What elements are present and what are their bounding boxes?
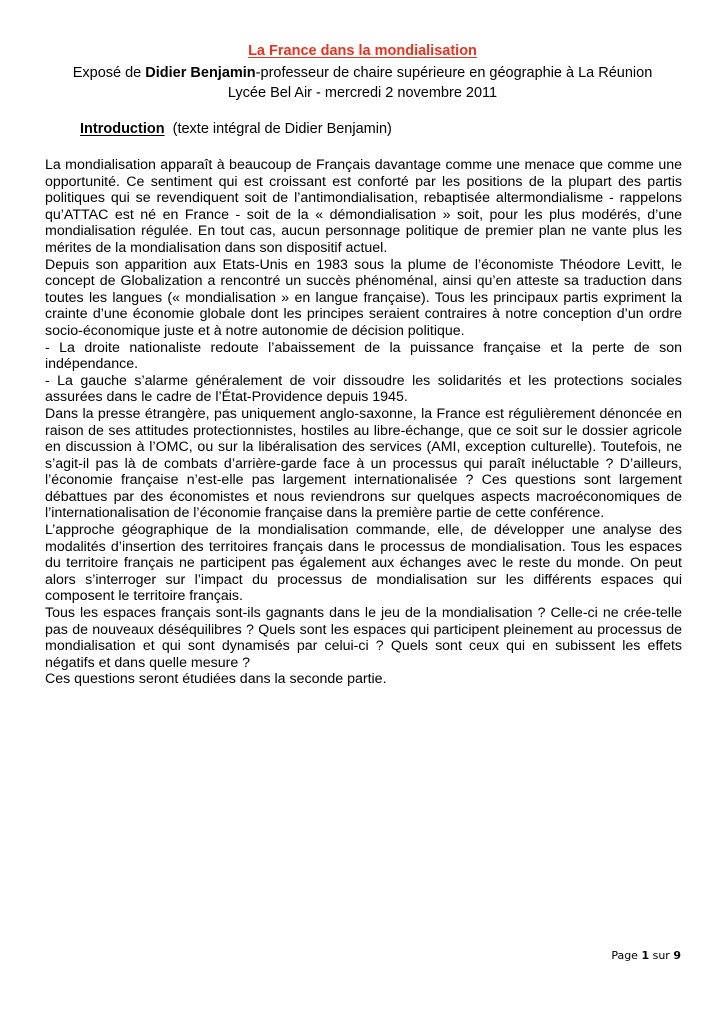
paragraph: Ces questions seront étudiées dans la seconde partie. <box>45 671 387 688</box>
paragraph: Dans la presse étrangère, pas uniquement anglo-saxonne, la France est régulièrement dénoncée en raison de ses attitudes protectionnistes, hostiles au libre-échange, que ce soit sur le dossier agricole en discussion à l’OMC, ou sur la libéralisation des services (AMI, exception culturelle). Toutefois, ne s’agit-il pas là de combats d’arrière-garde face à un processus qui paraît inéluctable ? D’ailleurs, l’économie française n’est-elle pas largement internationalisée ? Ces questions sont largement débattues par des économistes et nous reviendrons sur quelques aspects macroéconomiques de l’internationalisation de l’économie française dans la première partie de cette conférence. <box>45 405 682 522</box>
intro-note: (texte intégral de Didier Benjamin) <box>172 121 392 137</box>
of-word: sur <box>652 949 670 962</box>
intro-label: Introduction <box>80 121 165 137</box>
paragraph: Depuis son apparition aux Etats-Unis en 1983 sous la plume de l’économiste Théodore Levitt, le concept de Globalization a rencontré un succès phénoménal, ainsi qu’en atteste sa traduction dans toutes les langues (« mondialisation » en langue française). Tous les principaux partis expriment la crainte d’une économie globale dont les principes seraient contraires à notre conception d’un ordre socio-économique juste et à notre autonomie de décision politique. <box>45 256 682 339</box>
paragraph: Tous les espaces français sont-ils gagnants dans le jeu de la mondialisation ? Celle-ci ne crée-telle pas de nouveaux déséquilibres ? Quels sont les espaces qui participent pleinement au processus de mondialisation et qui sont dynamisés par celui-ci ? Quels sont ceux qui en subissent les effets négatifs et dans quelle mesure ? <box>45 605 682 671</box>
author-name: Didier Benjamin <box>145 65 256 81</box>
paragraph: - La gauche s’alarme généralement de voir dissoudre les solidarités et les protections sociales assurées dans le cadre de l’État-Providence depuis 1945. <box>45 372 682 406</box>
subtitle-suffix: -professeur de chaire supérieure en géographie à La Réunion <box>255 65 653 81</box>
page-total: 9 <box>673 949 681 962</box>
paragraph: L’approche géographique de la mondialisation commande, elle, de développer une analyse des modalités d’insertion des territoires français dans le processus de mondialisation. Tous les espaces du territoire français ne participent pas également aux échanges avec le reste du monde. On peut alors s’interroger sur l’impact du processus de mondialisation sur les différents espaces qui composent le territoire français. <box>45 522 682 605</box>
subtitle-line-1 <box>0 63 725 83</box>
paragraph: La mondialisation apparaît à beaucoup de Français davantage comme une menace que comme une opportunité. Ce sentiment qui est croissant est conforté par les positions de la plupart des partis politiques qui se revendiquent soit de l’antimondialisation, rebaptisée altermondialisme - rappelons qu’ATTAC est né en France - soit de la « démondialisation » soit, pour les plus modérés, d’une mondialisation régulée. En tout cas, aucun personnage politique de premier plan ne vante plus les mérites de la mondialisation dans son dispositif actuel. <box>45 157 682 256</box>
subtitle-line-2: Lycée Bel Air - mercredi 2 novembre 2011 <box>227 85 498 101</box>
page-number: 1 <box>641 949 650 962</box>
body-text <box>45 157 682 688</box>
intro-heading <box>80 119 392 139</box>
paragraph: - La droite nationaliste redoute l’abaissement de la puissance française et la perte de son indépendance. <box>45 339 682 373</box>
page-word: Page <box>611 949 638 962</box>
page-title: La France dans la mondialisation <box>248 43 477 59</box>
page-footer <box>611 948 681 964</box>
subtitle <box>0 63 725 103</box>
subtitle-prefix: Exposé de <box>72 65 146 81</box>
